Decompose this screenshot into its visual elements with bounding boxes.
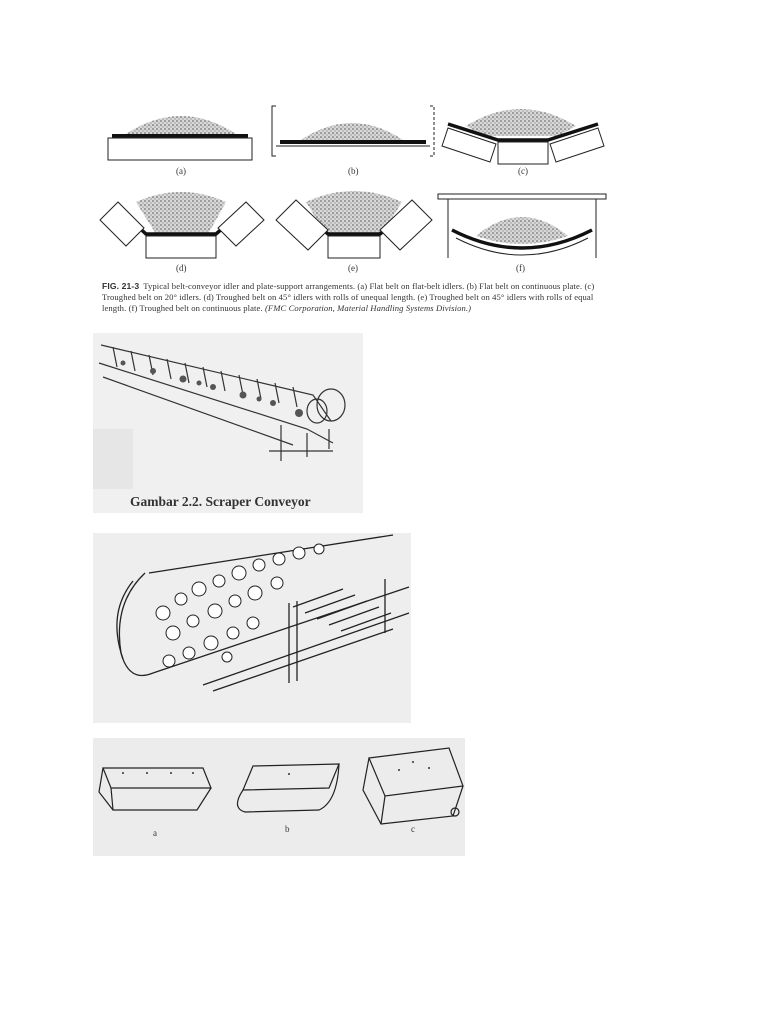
scraper-caption: Gambar 2.2. Scraper Conveyor [130, 494, 311, 509]
side-guide [430, 106, 434, 156]
figure-number: FIG. 21-3 [102, 281, 140, 291]
figure-caption [102, 281, 608, 314]
bucket-label-a: a [153, 828, 157, 838]
material-pile [476, 217, 568, 244]
top-frame [438, 194, 606, 199]
material-pile [126, 116, 236, 134]
bucket-label-b: b [285, 824, 290, 834]
arrangement-c [442, 109, 604, 164]
material-pile [466, 109, 576, 136]
figure-credit: (FMC Corporation, Material Handling Systems Division.) [264, 303, 472, 313]
label-e: (e) [348, 263, 358, 273]
material-pile [301, 123, 403, 140]
arrangement-a [108, 116, 252, 160]
label-b: (b) [348, 166, 359, 176]
belt [112, 134, 248, 138]
belt [280, 140, 426, 144]
idler-roll [100, 202, 144, 246]
idler-figure [96, 96, 616, 276]
arrangement-d [100, 192, 264, 258]
idler-roll [498, 142, 548, 164]
bucket-a [99, 768, 211, 810]
scraper-conveyor-image [93, 333, 363, 513]
bucket-b [237, 764, 339, 812]
bucket-c [363, 748, 463, 824]
arrangement-e [276, 191, 432, 258]
caption-text: Typical belt-conveyor idler and plate-support arrangements. (a) Flat belt on flat-belt idlers. (b) Flat belt on continuous plate. (c) Troughed belt on 20° idlers. (d) Troughed belt on 45° idlers with rolls of unequal length. (e) Troughed belt on 45° idlers with rolls of equal length. (f) Troughed belt on continuous plate. [102, 281, 595, 313]
label-a: (a) [176, 166, 186, 176]
side-guide [272, 106, 276, 156]
label-c: (c) [518, 166, 528, 176]
apron-conveyor-image [93, 533, 411, 723]
idler-roll [108, 138, 252, 160]
bucket-label-c: c [411, 824, 415, 834]
idler-roll [146, 236, 216, 258]
label-d: (d) [176, 263, 187, 273]
idler-roll [218, 202, 264, 246]
arrangement-f [438, 194, 606, 258]
bucket-types-image [93, 738, 465, 856]
material-pile [136, 192, 226, 234]
idler-roll [328, 236, 380, 258]
arrangement-b [272, 106, 434, 156]
label-f: (f) [516, 263, 525, 273]
